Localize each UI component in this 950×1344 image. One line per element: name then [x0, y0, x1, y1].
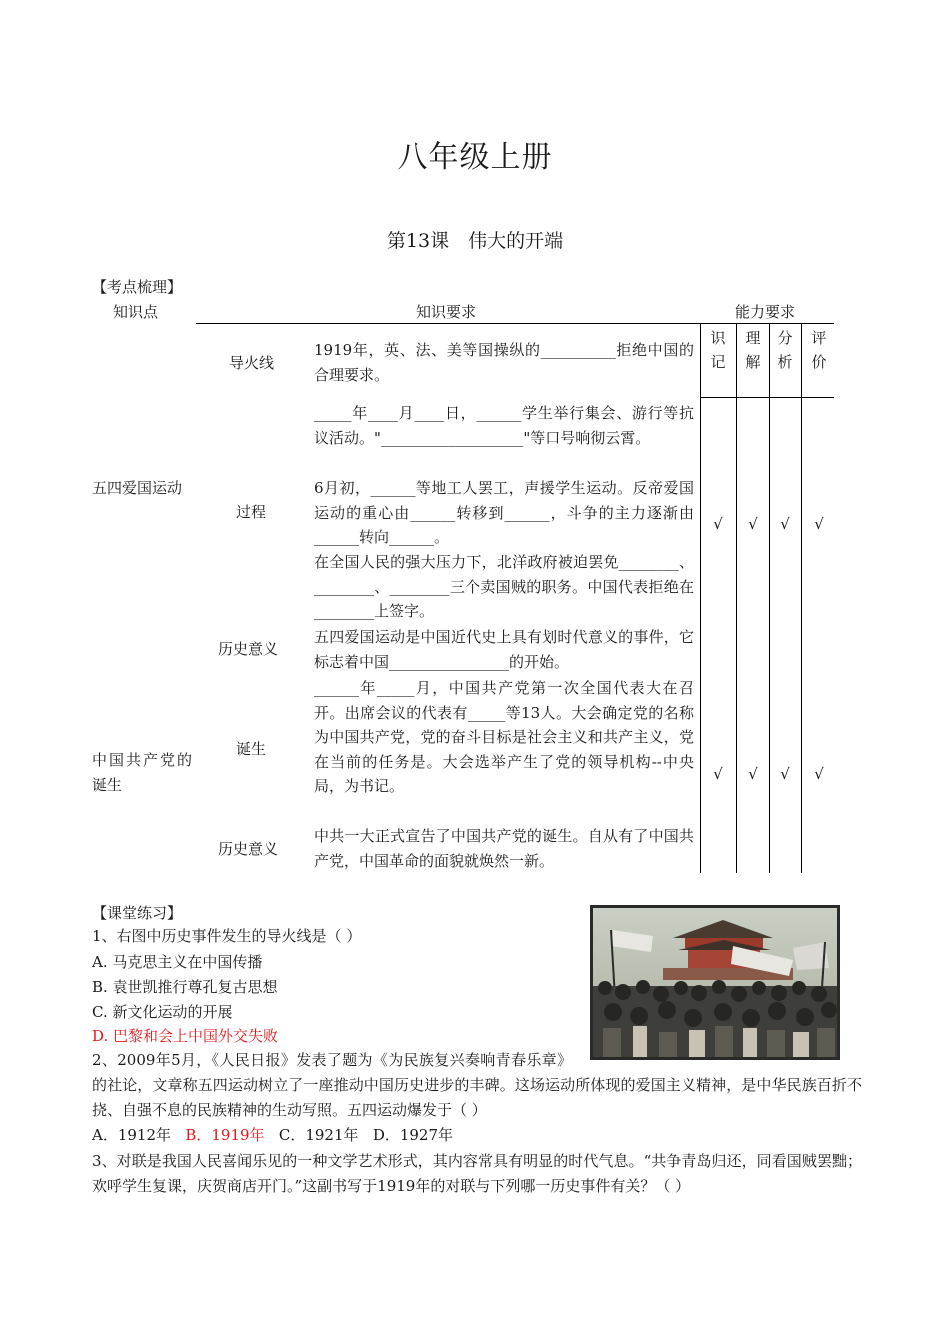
- table-rule-ability: [700, 397, 834, 398]
- table-col-divider: [736, 323, 737, 873]
- question-2-options: [92, 1124, 453, 1145]
- topic-cpc-founding: 中国共产党的诞生: [92, 751, 192, 794]
- check-mark: √: [780, 515, 790, 533]
- subtopic-significance-2: 历史意义: [218, 840, 279, 858]
- content-process-1: _____年____月____日，______学生举行集会、游行等抗议活动。"___________________"等口号响彻云霄。: [314, 404, 694, 447]
- table-col-divider: [700, 323, 701, 873]
- question-2-stem: [92, 1048, 862, 1123]
- header-knowledge-requirement: 知识要求: [416, 303, 477, 321]
- subtopic-founding: 诞生: [236, 740, 267, 758]
- question-2-option-c: C．1921年: [278, 1126, 359, 1144]
- lesson-title: 第13课 伟大的开端: [386, 230, 564, 252]
- check-mark: √: [780, 765, 790, 783]
- topic-may-fourth: 五四爱国运动: [92, 479, 183, 497]
- check-mark: √: [748, 765, 758, 783]
- ability-analyze: 分析: [777, 329, 793, 371]
- content-founding: ______年_____月，中国共产党第一次全国代表大在召开。出席会议的代表有_____等13人。大会确定党的名称为中国共产党，党的奋斗目标是社会主义和共产主义，党在当前的任务是。大会选举产生了党的领导机构--中央局，为书记。: [314, 679, 694, 795]
- table-rule-top: [196, 323, 834, 324]
- check-mark: √: [814, 765, 824, 783]
- ability-evaluate: 评价: [811, 329, 827, 371]
- ability-understand: 理解: [745, 329, 761, 371]
- question-2-option-b-answer: B．1919年: [185, 1126, 265, 1144]
- check-mark: √: [748, 515, 758, 533]
- question-1-option-b: B. 袁世凯推行尊孔复古思想: [92, 978, 278, 996]
- table-col-divider: [769, 323, 770, 873]
- table-col-divider: [801, 323, 802, 873]
- question-1-stem: 1、右图中历史事件发生的导火线是（ ）: [92, 927, 362, 945]
- subtopic-trigger: 导火线: [229, 354, 275, 372]
- section-exam-points: 【考点梳理】: [92, 278, 183, 296]
- photo-wrap-spacer: [572, 1048, 862, 1062]
- question-2-option-d: D．1927年: [372, 1126, 454, 1144]
- check-mark: √: [713, 515, 723, 533]
- protest-illustration: [593, 908, 837, 1057]
- question-2-option-a: A．1912年: [92, 1126, 172, 1144]
- check-mark: √: [814, 515, 824, 533]
- content-process-2: 6月初，______等地工人罢工，声援学生运动。反帝爱国运动的重心由______转移到______，斗争的主力逐渐由______转向______。: [314, 479, 694, 546]
- subtopic-process: 过程: [236, 503, 267, 521]
- section-class-practice: 【课堂练习】: [92, 904, 183, 922]
- header-ability-requirement: 能力要求: [735, 303, 796, 321]
- question-1-option-c: C. 新文化运动的开展: [92, 1003, 233, 1021]
- may-fourth-protest-photo: [590, 905, 840, 1060]
- check-mark: √: [713, 765, 723, 783]
- question-1-option-a: A. 马克思主义在中国传播: [92, 953, 263, 971]
- header-knowledge-point: 知识点: [113, 303, 159, 321]
- question-3-stem: 3、对联是我国人民喜闻乐见的一种文学艺术形式，其内容常具有明显的时代气息。“共争青岛归还，同看国贼罢黜；欢呼学生复课，庆贺商店开门。”这副书写于1919年的对联与下列哪一历史事件有关？（ ）: [92, 1152, 862, 1195]
- question-1-option-d-answer: D. 巴黎和会上中国外交失败: [92, 1027, 279, 1045]
- content-trigger: 1919年，英、法、美等国操纵的__________拒绝中国的合理要求。: [314, 341, 694, 384]
- content-process-3: 在全国人民的强大压力下，北洋政府被迫罢免________、________、________三个卖国贼的职务。中国代表拒绝在________上签字。: [314, 553, 694, 620]
- page-title: 八年级上册: [397, 140, 553, 175]
- content-significance-2: 中共一大正式宣告了中国共产党的诞生。自从有了中国共产党，中国革命的面貌就焕然一新。: [314, 827, 694, 870]
- content-significance-1: 五四爱国运动是中国近代史上具有划时代意义的事件，它标志着中国________________的开始。: [314, 628, 694, 671]
- subtopic-significance-1: 历史意义: [218, 640, 279, 658]
- question-2-stem-text: 2、2009年5月，《人民日报》发表了题为《为民族复兴奏响青春乐章》的社论，文章称五四运动树立了一座推动中国历史进步的丰碑。这场运动所体现的爱国主义精神，是中华民族百折不挠、自强不息的民族精神的生动写照。五四运动爆发于（ ）: [92, 1051, 862, 1119]
- ability-memorize: 识记: [710, 329, 726, 371]
